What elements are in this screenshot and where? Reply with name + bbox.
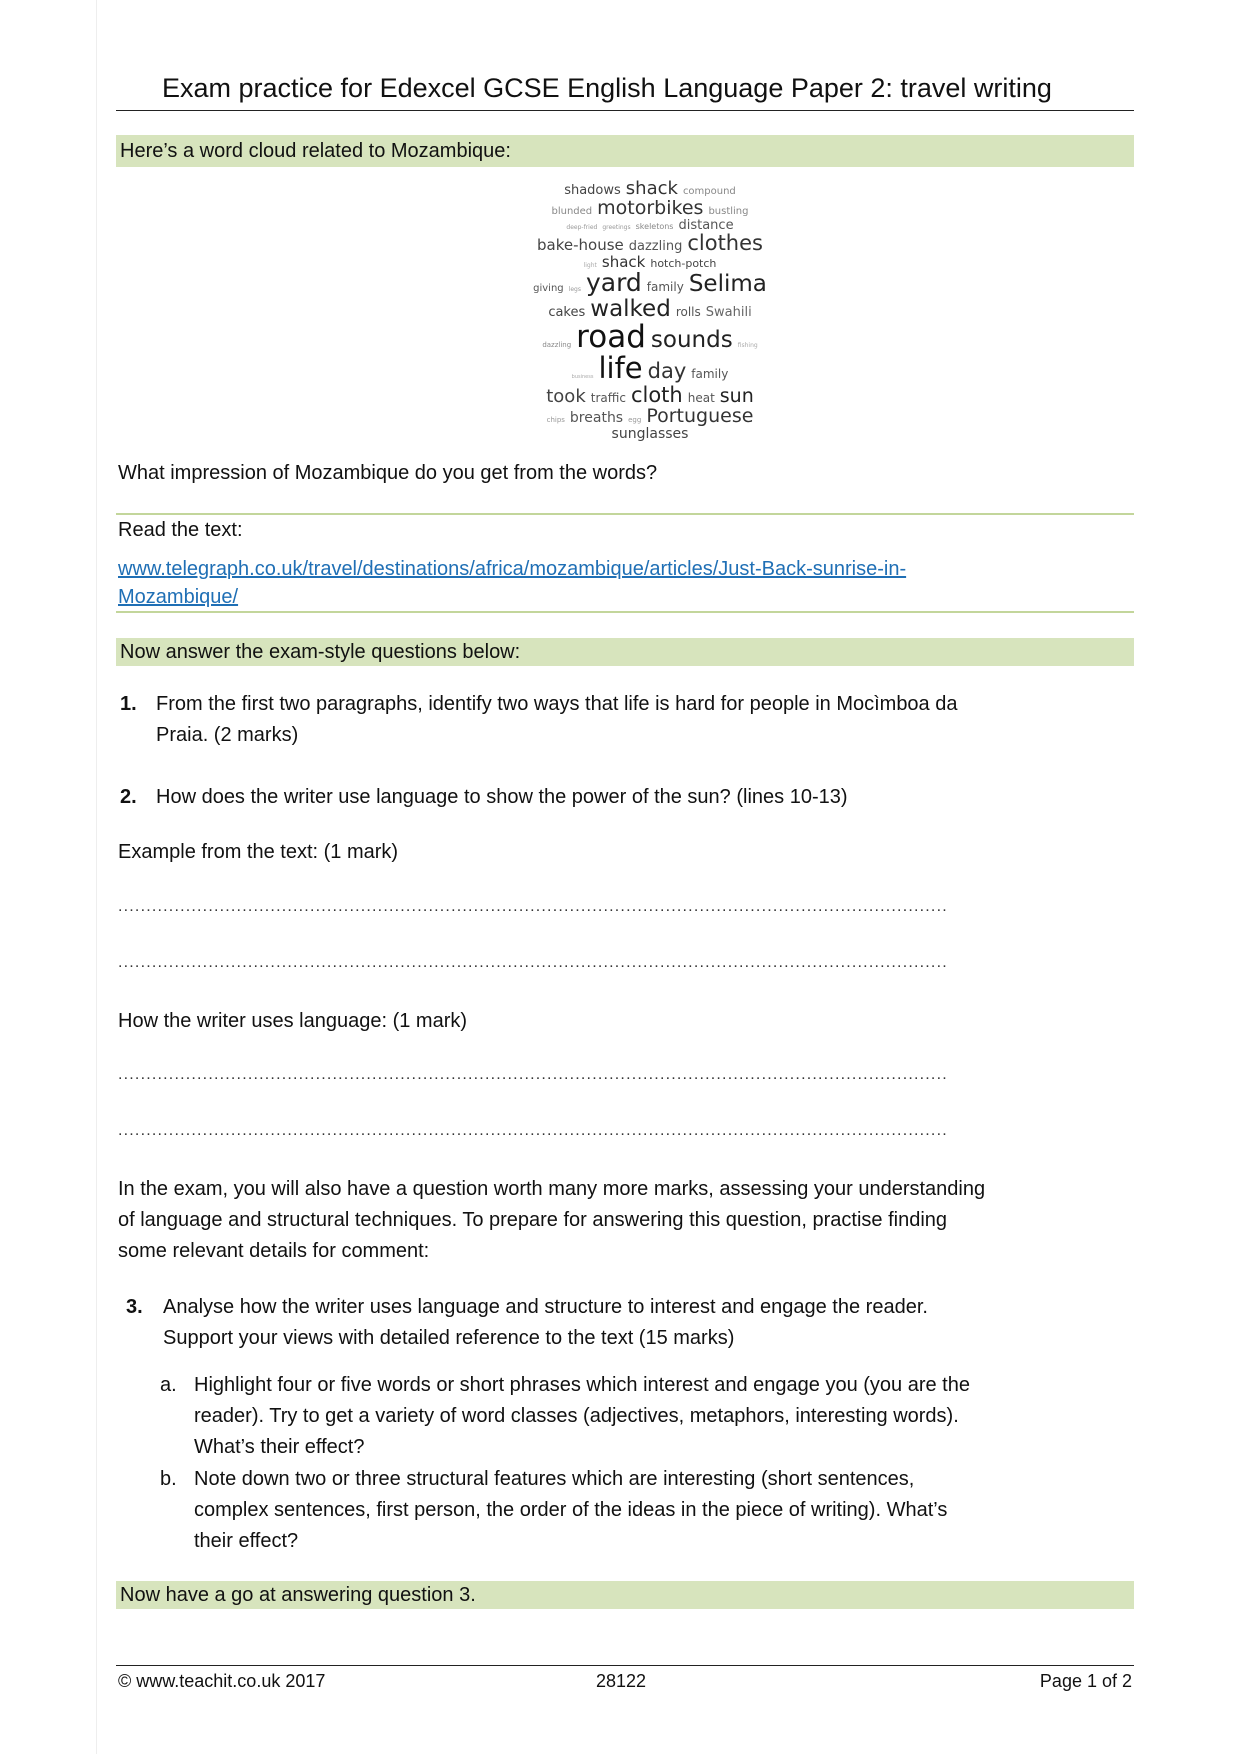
subitem-b-text: their effect? xyxy=(194,1530,299,1552)
cloud-word: dazzling xyxy=(542,340,572,349)
cloud-word: sun xyxy=(719,384,754,407)
footer-code: 28122 xyxy=(596,1671,647,1691)
example-label: Example from the text: (1 mark) xyxy=(118,841,399,863)
cloud-word: legs xyxy=(568,286,581,294)
word-cloud-heading: Here’s a word cloud related to Mozambique: xyxy=(116,135,1134,167)
cloud-word: deep-fried xyxy=(566,223,598,231)
exam-paragraph: some relevant details for comment: xyxy=(118,1240,430,1262)
cloud-word: chips xyxy=(546,415,565,424)
subitem-b-text: complex sentences, first person, the order of the ideas in the piece of writing). What’s xyxy=(194,1499,948,1521)
word-cloud xyxy=(480,180,820,441)
cloud-word: shadows xyxy=(564,183,621,198)
cloud-row xyxy=(551,196,749,219)
cloud-word: shack xyxy=(625,178,678,199)
footer-rule xyxy=(116,1665,1134,1666)
question-2-text: How does the writer use language to show the power of the sun? (lines 10-13) xyxy=(156,786,848,808)
subitem-label: b. xyxy=(160,1468,177,1490)
subitem-a-text: What’s their effect? xyxy=(194,1436,365,1458)
final-prompt: Now have a go at answering question 3. xyxy=(116,1581,1134,1609)
questions-heading: Now answer the exam-style questions below: xyxy=(116,638,1134,666)
question-1-text: From the first two paragraphs, identify two ways that life is hard for people in Mocìmboa da xyxy=(156,693,958,715)
cloud-row xyxy=(533,270,767,296)
article-link[interactable]: www.telegraph.co.uk/travel/destinations/africa/mozambique/articles/Just-Back-sunrise-in- xyxy=(118,558,907,580)
subitem-b-text: Note down two or three structural features which are interesting (short sentences, xyxy=(194,1468,915,1490)
cloud-word: skeletons xyxy=(635,221,674,231)
cloud-word: family xyxy=(646,280,684,295)
question-1-text: Praia. (2 marks) xyxy=(156,724,299,746)
header-rule xyxy=(116,110,1134,111)
cloud-word: egg xyxy=(628,415,642,424)
answer-line[interactable]: ................................................................................................................................................... xyxy=(118,1122,948,1139)
cloud-word: yard xyxy=(585,268,642,298)
cloud-word: Swahili xyxy=(705,304,752,320)
cloud-word: walked xyxy=(590,295,671,322)
answer-line[interactable]: ................................................................................................................................................... xyxy=(118,954,948,971)
cloud-word: shack xyxy=(601,252,646,271)
language-label: How the writer uses language: (1 mark) xyxy=(118,1010,468,1032)
question-number: 1. xyxy=(120,693,137,715)
cloud-word: sounds xyxy=(650,326,733,353)
subitem-label: a. xyxy=(160,1374,177,1396)
cloud-word: bustling xyxy=(708,205,749,217)
cloud-word: motorbikes xyxy=(597,196,704,219)
cloud-word: day xyxy=(647,359,687,384)
question-3-text: Analyse how the writer uses language and structure to interest and engage the reader. xyxy=(163,1296,928,1318)
cloud-row xyxy=(548,297,751,321)
question-number: 2. xyxy=(120,786,137,808)
answer-line[interactable]: ................................................................................................................................................... xyxy=(118,898,948,915)
section-rule xyxy=(116,611,1134,613)
subitem-a-text: Highlight four or five words or short phrases which interest and engage you (you are the xyxy=(194,1374,970,1396)
footer-copyright: © www.teachit.co.uk 2017 xyxy=(118,1671,326,1691)
cloud-word: light xyxy=(583,261,597,269)
cloud-word: clothes xyxy=(687,231,763,256)
page-edge xyxy=(96,0,97,1754)
cloud-word: family xyxy=(691,367,729,382)
cloud-word: traffic xyxy=(590,390,626,405)
cloud-word: breaths xyxy=(569,409,624,426)
cloud-row xyxy=(612,427,689,442)
cloud-row xyxy=(566,219,733,233)
cloud-row xyxy=(542,318,758,355)
read-text-label: Read the text: xyxy=(118,519,243,541)
cloud-word: rolls xyxy=(675,304,701,319)
cloud-word: road xyxy=(576,318,646,355)
cloud-word: life xyxy=(598,351,643,386)
cloud-word: cakes xyxy=(548,304,586,320)
question-3-text: Support your views with detailed reference to the text (15 marks) xyxy=(163,1327,735,1349)
cloud-row xyxy=(571,351,729,386)
cloud-word: hotch-potch xyxy=(650,256,717,270)
cloud-word: distance xyxy=(678,217,734,233)
cloud-word: blunded xyxy=(551,205,593,217)
cloud-word: took xyxy=(546,385,586,407)
cloud-row xyxy=(537,232,763,254)
cloud-word: compound xyxy=(682,186,736,197)
answer-line[interactable]: ................................................................................................................................................... xyxy=(118,1066,948,1083)
cloud-word: Selima xyxy=(688,271,767,298)
cloud-word: heat xyxy=(687,390,715,405)
cloud-word: dazzling xyxy=(628,239,683,255)
cloud-word: Portuguese xyxy=(646,404,754,427)
cloud-row xyxy=(546,384,754,407)
exam-paragraph: of language and structural techniques. To prepare for answering this question, practise finding xyxy=(118,1209,948,1231)
cloud-word: fishing xyxy=(737,341,758,349)
article-link-continued[interactable]: Mozambique/ xyxy=(118,586,239,608)
cloud-row xyxy=(546,404,754,427)
impression-question: What impression of Mozambique do you get from the words? xyxy=(118,462,658,484)
page-title: Exam practice for Edexcel GCSE English Language Paper 2: travel writing xyxy=(162,73,1052,103)
cloud-word: greetings xyxy=(602,223,631,231)
cloud-word: business xyxy=(571,374,594,381)
section-rule xyxy=(116,513,1134,515)
cloud-word: giving xyxy=(533,283,564,295)
cloud-word: bake-house xyxy=(537,236,624,255)
exam-paragraph: In the exam, you will also have a question worth many more marks, assessing your understanding xyxy=(118,1178,986,1200)
subitem-a-text: reader). Try to get a variety of word classes (adjectives, metaphors, interesting words). xyxy=(194,1405,959,1427)
cloud-word: sunglasses xyxy=(611,425,689,442)
cloud-word: cloth xyxy=(630,382,683,407)
question-number: 3. xyxy=(126,1296,143,1318)
footer-page-number: Page 1 of 2 xyxy=(1039,1671,1132,1691)
